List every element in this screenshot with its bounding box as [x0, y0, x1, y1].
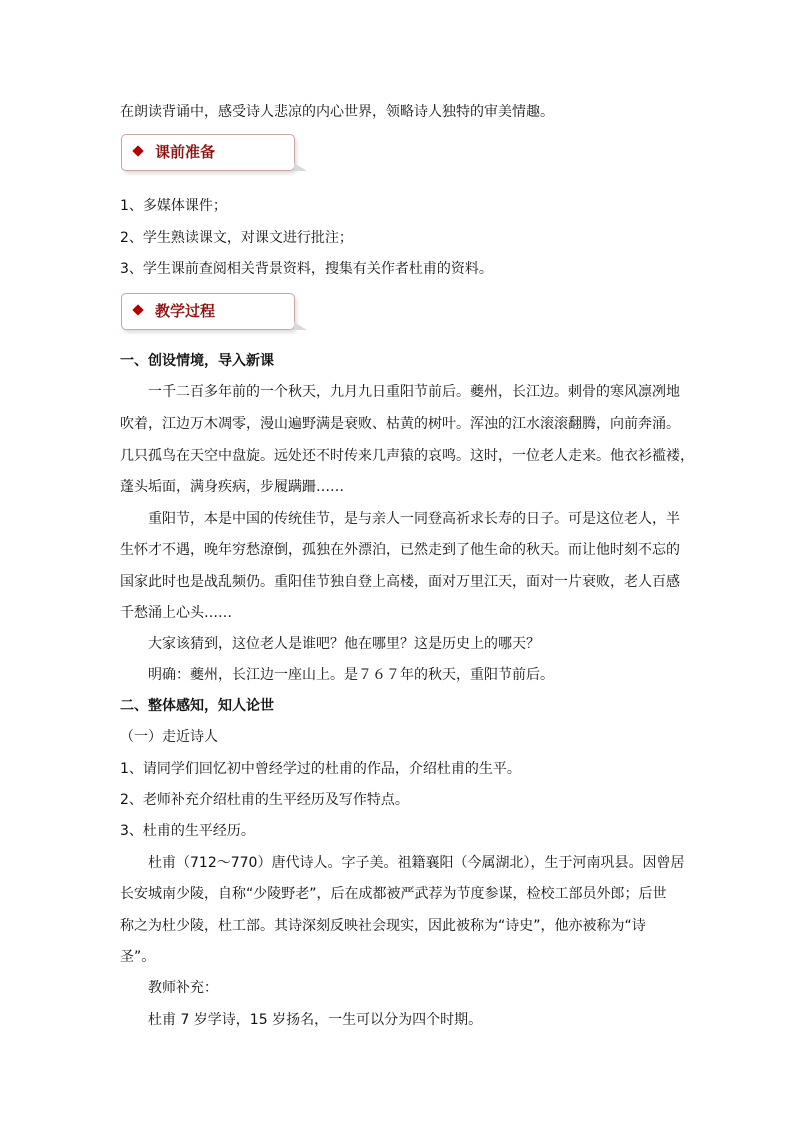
section-header-prep [121, 134, 295, 171]
diamond-bullet-icon [132, 145, 143, 156]
prep-item: 2、学生熟读课文，对课文进行批注； [120, 230, 353, 246]
bio-line: 圣”。 [120, 949, 156, 965]
paragraph-line: 千愁涌上心头…… [120, 605, 232, 621]
part-heading: 一、创设情境，导入新课 [120, 353, 274, 369]
bio-line: 称之为杜少陵，杜工部。其诗深刻反映社会现实，因此被称为“诗史”，他亦被称为“诗 [120, 918, 646, 934]
question-line: 大家该猜到，这位老人是谁吧？他在哪里？这是历史上的哪天？ [148, 636, 540, 652]
intro-text: 在朗读背诵中，感受诗人悲凉的内心世界，领略诗人独特的审美情趣。 [120, 104, 554, 120]
paragraph-line: 一千二百多年前的一个秋天，九月九日重阳节前后。夔州，长江边。刺骨的寒风凛冽地 [148, 384, 680, 400]
paragraph-line: 吹着，江边万木凋零，漫山遍野满是衰败、枯黄的树叶。浑浊的江水滚滚翻腾，向前奔涌。 [120, 416, 680, 432]
paragraph-line: 生怀才不遇，晚年穷愁潦倒，孤独在外漂泊，已然走到了他生命的秋天。而让他时刻不忘的 [120, 542, 680, 558]
answer-line: 明确：夔州，长江边一座山上。是７６７年的秋天，重阳节前后。 [148, 667, 554, 683]
paragraph-line: 国家此时也是战乱频仍。重阳佳节独自登上高楼，面对万里江天，面对一片衰败，老人百感 [120, 574, 680, 590]
section-title: 课前准备 [155, 143, 216, 161]
section-header-process [121, 293, 295, 330]
ribbon-tail [294, 322, 307, 330]
paragraph-line: 蓬头垢面，满身疾病，步履蹒跚…… [120, 479, 344, 495]
list-item: 2、老师补充介绍杜甫的生平经历及写作特点。 [120, 792, 409, 808]
final-line: 杜甫 7 岁学诗，15 岁扬名，一生可以分为四个时期。 [148, 1012, 483, 1028]
teacher-note: 教师补充： [148, 980, 218, 996]
paragraph-line: 几只孤鸟在天空中盘旋。远处还不时传来几声猿的哀鸣。这时，一位老人走来。他衣衫褴褛， [120, 448, 694, 464]
diamond-bullet-icon [132, 304, 143, 315]
bio-line: 长安城南少陵，自称“少陵野老”，后在成都被严武荐为节度参谋，检校工部员外郎；后世 [120, 886, 667, 902]
ribbon-tail [294, 163, 307, 171]
prep-item: 1、多媒体课件； [120, 198, 227, 214]
list-item: 3、杜甫的生平经历。 [120, 823, 255, 839]
part-heading: 二、整体感知，知人论世 [120, 698, 274, 714]
section-title: 教学过程 [155, 302, 216, 320]
list-item: 1、请同学们回忆初中曾经学过的杜甫的作品，介绍杜甫的生平。 [120, 761, 521, 777]
paragraph-line: 重阳节，本是中国的传统佳节，是与亲人一同登高祈求长寿的日子。可是这位老人，半 [148, 511, 680, 527]
bio-line: 杜甫（712～770）唐代诗人。字子美。祖籍襄阳（今属湖北），生于河南巩县。因曾居 [148, 855, 685, 871]
prep-item: 3、学生课前查阅相关背景资料，搜集有关作者杜甫的资料。 [120, 261, 493, 277]
sub-heading: （一）走近诗人 [120, 729, 218, 745]
